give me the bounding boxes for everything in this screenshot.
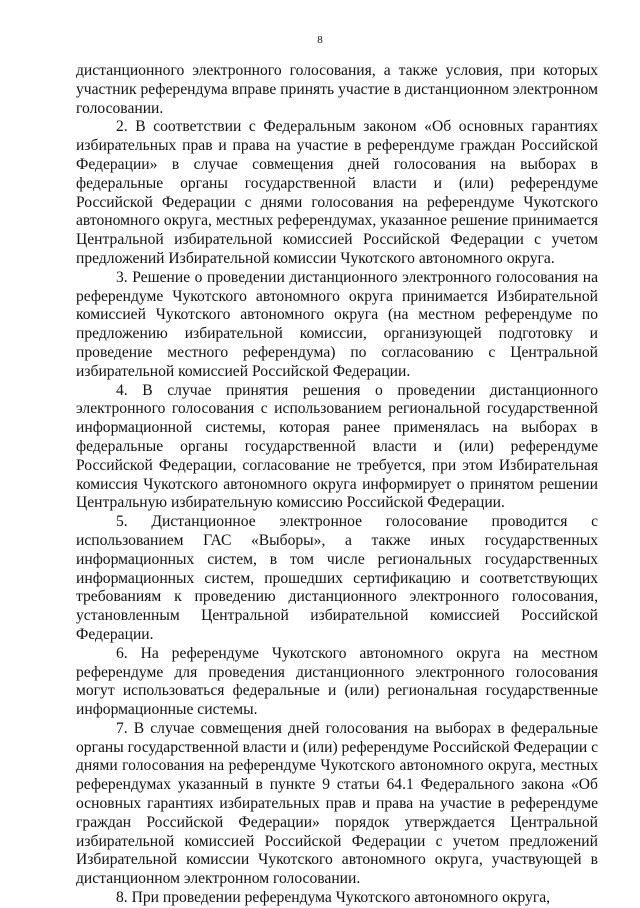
- paragraph-item-6: 6. На референдуме Чукотского автономного округа на местном референдуме для проведения дистанционного электронного голосования могут использоваться федеральные и (или) региональная государственные информационные системы.: [76, 644, 598, 719]
- paragraph-item-7: 7. В случае совмещения дней голосования на выборах в федеральные органы государственной власти и (или) референдуме Российской Федерации с днями голосования на референдуме Чукотского автономного округа, местных референдумах указанный в пункте 9 статьи 64.1 Федерального закона «Об основных гарантиях избирательных прав и права на участие в референдуме граждан Российской Федерации» порядок утверждается Центральной избирательной комиссией Российской Федерации с учетом предложений Избирательной комиссии Чукотского автономного округа, участвующей в дистанционном электронном голосовании.: [76, 719, 598, 888]
- paragraph-item-2: 2. В соответствии с Федеральным законом «Об основных гарантиях избирательных прав и права на участие в референдуме граждан Российской Федерации» в случае совмещения дней голосования на выборах в федеральные органы государственной власти и (или) референдуме Российской Федерации с днями голосования на референдуме Чукотского автономного округа, местных референдумах, указанное решение принимается Центральной избирательной комиссией Российской Федерации с учетом предложений Избирательной комиссии Чукотского автономного округа.: [76, 118, 598, 267]
- paragraph-item-4: 4. В случае принятия решения о проведении дистанционного электронного голосования с использованием региональной государственной информационной системы, которая ранее применялась на выборах в федеральные органы государственной власти и (или) референдуме Российской Федерации, согласование не требуется, при этом Избирательная комиссия Чукотского автономного округа информирует о принятом решении Центральную избирательную комиссию Российской Федерации.: [76, 381, 598, 512]
- paragraph-continuation: дистанционного электронного голосования, а также условия, при которых участник референдума вправе принять участие в дистанционном электронном голосовании.: [76, 62, 598, 117]
- paragraph-item-8: 8. При проведении референдума Чукотского автономного округа,: [116, 889, 551, 907]
- document-body: [76, 62, 598, 908]
- paragraph-item-5: 5. Дистанционное электронное голосование проводится с использованием ГАС «Выборы», а также иных государственных информационных систем, в том числе региональных государственных информационных систем, прошедших сертификацию и соответствующих требованиям к проведению дистанционного электронного голосования, установленным Центральной избирательной комиссией Российской Федерации.: [76, 513, 598, 643]
- page-number: 8: [317, 34, 323, 46]
- paragraph-item-3: 3. Решение о проведении дистанционного электронного голосования на референдуме Чукотского автономного округа принимается Избирательной комиссией Чукотского автономного округа (на местном референдуме по предложению избирательной комиссии, организующей подготовку и проведение местного референдума) по согласованию с Центральной избирательной комиссией Российской Федерации.: [76, 268, 598, 380]
